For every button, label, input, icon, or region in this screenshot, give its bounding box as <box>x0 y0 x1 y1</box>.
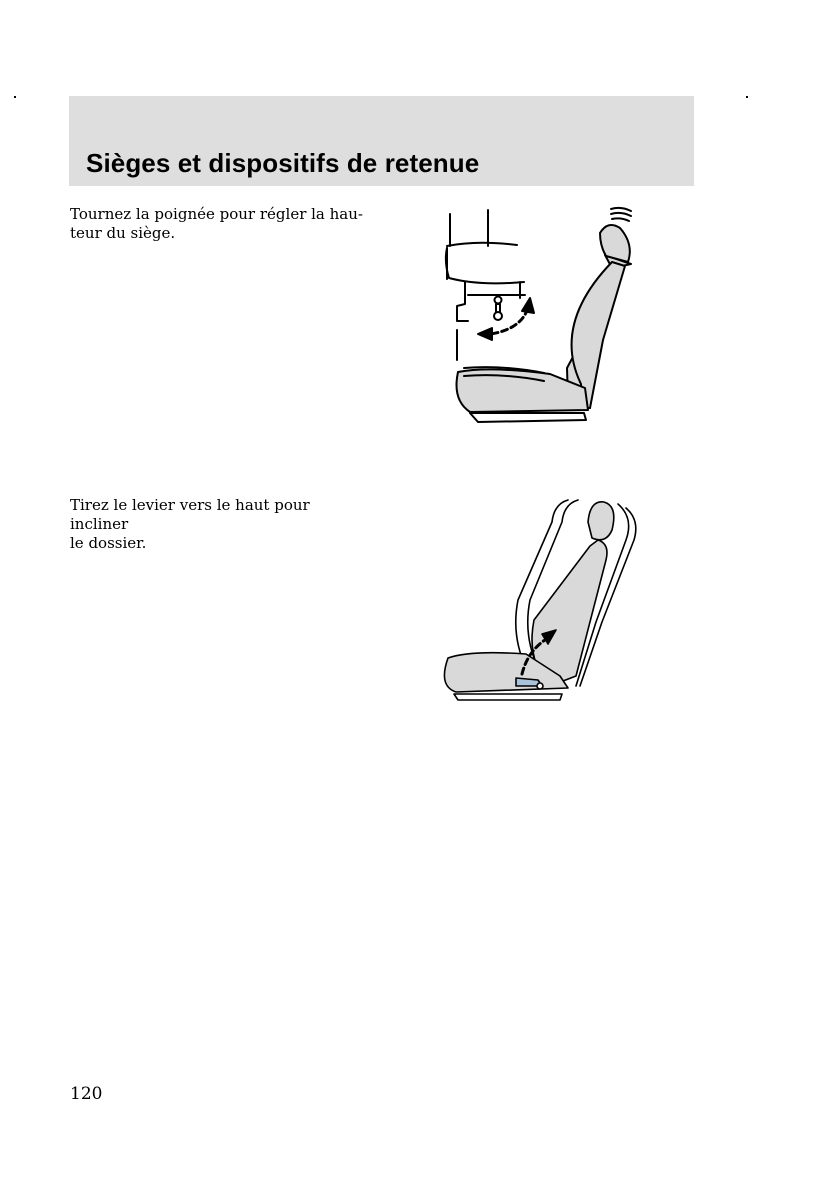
section-header-band <box>69 96 694 186</box>
seat-height-adjust-icon <box>430 200 660 435</box>
instruction-seatback-recline: Tirez le levier vers le haut pour incliner le dossier. <box>70 496 310 552</box>
instruction-seat-height: Tournez la poignée pour régler la hau- teur du siège. <box>70 205 363 242</box>
page-number: 120 <box>70 1084 103 1104</box>
crop-mark-left <box>14 96 16 98</box>
seatback-recline-icon <box>430 490 660 710</box>
page-title: Sièges et dispositifs de retenue <box>86 148 480 178</box>
crop-mark-right <box>746 96 748 98</box>
